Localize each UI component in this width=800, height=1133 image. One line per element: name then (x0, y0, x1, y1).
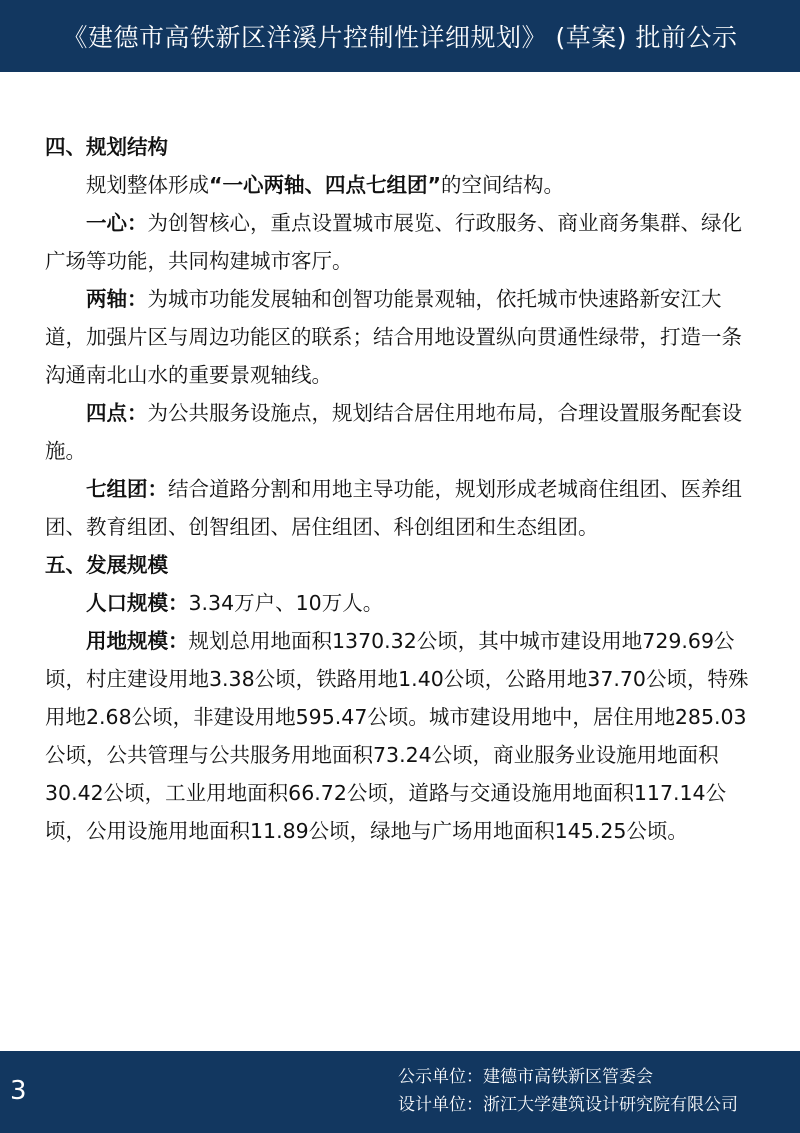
item-label: 人口规模： (86, 591, 189, 615)
designer-line: 设计单位：浙江大学建筑设计研究院有限公司 (398, 1095, 738, 1115)
section-heading-scale: 五、发展规模 (45, 553, 168, 577)
item-label: 七组团： (86, 477, 168, 501)
structure-item (45, 204, 757, 280)
item-text: 为城市功能发展轴和创智功能景观轴，依托城市快速路新安江大道，加强片区与周边功能区的联系；结合用地设置纵向贯通性绿带，打造一条沟通南北山水的重要景观轴线。 (45, 287, 742, 387)
page-number: 3 (10, 1076, 27, 1106)
item-text: 为公共服务设施点，规划结合居住用地布局，合理设置服务配套设施。 (45, 401, 742, 463)
intro-prefix: 规划整体形成 (86, 173, 209, 197)
document-title: 《建德市高铁新区洋溪片控制性详细规划》 (草案) 批前公示 (62, 23, 738, 52)
header-banner (0, 0, 800, 72)
item-label: 四点： (86, 401, 148, 425)
item-text: 规划总用地面积1370.32公顷，其中城市建设用地729.69公顷，村庄建设用地3.38公顷，铁路用地1.40公顷，公路用地37.70公顷，特殊用地2.68公顷，非建设用地595.47公顷。城市建设用地中，居住用地285.03公顷，公共管理与公共服务用地面积73.24公顷，商业服务业设施用地面积30.42公顷，工业用地面积66.72公顷，道路与交通设施用地面积117.14公顷，公用设施用地面积11.89公顷，绿地与广场用地面积145.25公顷。 (45, 629, 749, 843)
item-text: 结合道路分割和用地主导功能，规划形成老城商住组团、医养组团、教育组团、创智组团、居住组团、科创组团和生态组团。 (45, 477, 742, 539)
item-label: 用地规模： (86, 629, 189, 653)
footer-credits (398, 1063, 738, 1119)
intro-suffix: 的空间结构。 (440, 173, 564, 197)
item-label: 两轴： (86, 287, 148, 311)
main-content (45, 128, 757, 850)
publisher-line: 公示单位：建德市高铁新区管委会 (398, 1067, 653, 1087)
section-heading-structure: 四、规划结构 (45, 135, 168, 159)
structure-item (45, 394, 757, 470)
item-text: 为创智核心，重点设置城市展览、行政服务、商业商务集群、绿化广场等功能，共同构建城市客厅。 (45, 211, 742, 273)
item-text: 3.34万户、10万人。 (188, 591, 384, 615)
structure-item (45, 470, 757, 546)
scale-item (45, 584, 757, 622)
structure-intro (45, 166, 757, 204)
structure-item (45, 280, 757, 394)
intro-bold: “一心两轴、四点七组团” (209, 173, 441, 197)
item-label: 一心： (86, 211, 148, 235)
scale-item (45, 622, 757, 850)
footer-banner (0, 1051, 800, 1133)
